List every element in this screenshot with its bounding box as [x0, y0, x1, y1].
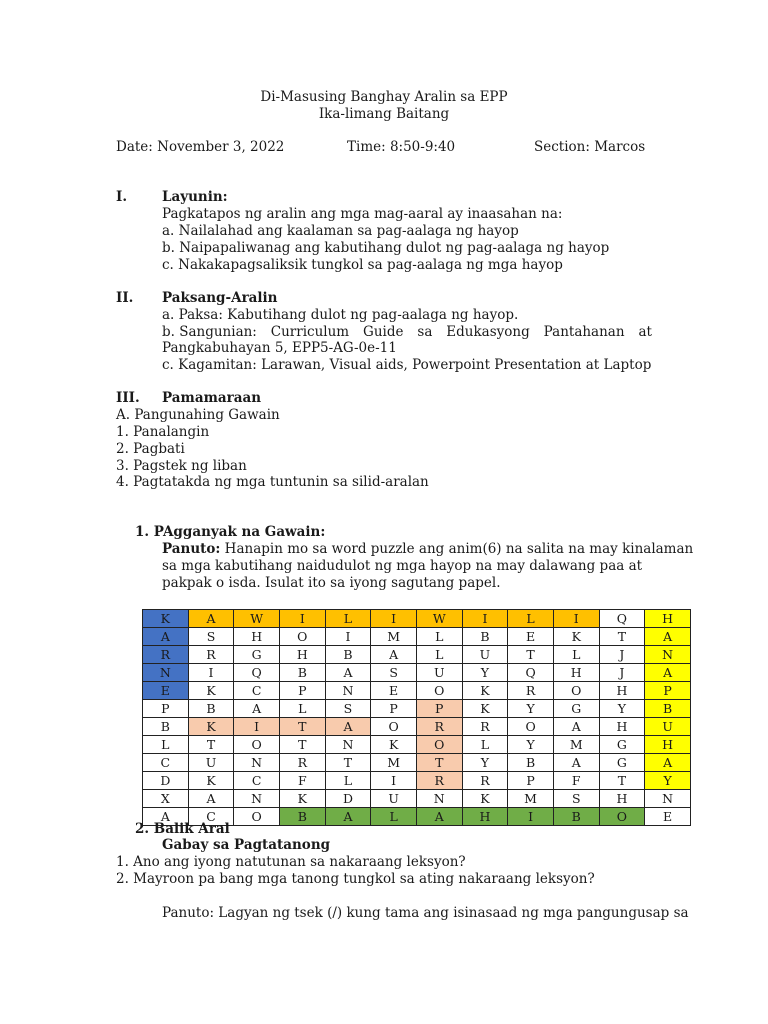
puzzle-row [143, 754, 691, 772]
puzzle-cell: N [325, 682, 371, 700]
puzzle-cell: M [553, 736, 599, 754]
puzzle-cell: B [325, 646, 371, 664]
puzzle-cell: O [599, 808, 645, 826]
section-number-pamamaraan: III. [116, 390, 140, 406]
sanggunian-word: Pantahanan [543, 324, 625, 340]
document-subtitle: Ika-limang Baitang [318, 106, 450, 122]
puzzle-row [143, 718, 691, 736]
puzzle-cell: T [599, 628, 645, 646]
layunin-intro: Pagkatapos ng aralin ang mga mag-aaral ay inaasahan na: [162, 206, 563, 222]
puzzle-cell: R [508, 682, 554, 700]
puzzle-cell: B [143, 718, 189, 736]
puzzle-cell: P [279, 682, 325, 700]
puzzle-cell: L [508, 610, 554, 628]
puzzle-row [143, 772, 691, 790]
puzzle-row [143, 628, 691, 646]
puzzle-cell: A [645, 754, 691, 772]
puzzle-cell: N [234, 754, 280, 772]
puzzle-cell: N [645, 790, 691, 808]
puzzle-cell: H [645, 610, 691, 628]
puzzle-cell: U [416, 664, 462, 682]
puzzle-cell: Y [508, 700, 554, 718]
puzzle-cell: A [234, 700, 280, 718]
section-field: Section: Marcos [534, 139, 646, 155]
puzzle-cell: I [553, 610, 599, 628]
puzzle-cell: B [462, 628, 508, 646]
puzzle-cell: K [462, 682, 508, 700]
puzzle-row [143, 610, 691, 628]
puzzle-cell: N [143, 664, 189, 682]
pangunahing-gawain-heading: A. Pangunahing Gawain [116, 407, 280, 423]
puzzle-cell: K [143, 610, 189, 628]
puzzle-cell: O [416, 682, 462, 700]
sanggunian-word: b. Sangunian: [162, 324, 257, 340]
puzzle-cell: S [188, 628, 234, 646]
puzzle-cell: P [508, 772, 554, 790]
layunin-item: a. Nailalahad ang kaalaman sa pag-aalaga ng hayop [162, 223, 519, 239]
puzzle-cell: K [279, 790, 325, 808]
puzzle-cell: Q [508, 664, 554, 682]
puzzle-cell: M [371, 628, 417, 646]
puzzle-row [143, 646, 691, 664]
layunin-item: c. Nakakapagsaliksik tungkol sa pag-aalaga ng mga hayop [162, 257, 563, 273]
puzzle-cell: H [234, 628, 280, 646]
puzzle-cell: G [599, 736, 645, 754]
puzzle-cell: K [188, 772, 234, 790]
sanggunian-word: at [638, 324, 652, 340]
guide-question: 2. Mayroon pa bang mga tanong tungkol sa ating nakaraang leksyon? [116, 871, 595, 887]
puzzle-cell: C [188, 808, 234, 826]
puzzle-cell: N [325, 736, 371, 754]
puzzle-cell: P [645, 682, 691, 700]
puzzle-cell: Y [599, 700, 645, 718]
puzzle-cell: F [279, 772, 325, 790]
puzzle-cell: R [462, 772, 508, 790]
puzzle-cell: K [188, 682, 234, 700]
puzzle-cell: I [371, 772, 417, 790]
puzzle-cell: F [553, 772, 599, 790]
procedure-step: 4. Pagtatakda ng mga tuntunin sa silid-aralan [116, 474, 429, 490]
puzzle-cell: D [325, 790, 371, 808]
procedure-step: 2. Pagbati [116, 441, 185, 457]
puzzle-cell: Q [599, 610, 645, 628]
puzzle-cell: T [188, 736, 234, 754]
puzzle-cell: H [279, 646, 325, 664]
puzzle-cell: K [462, 790, 508, 808]
puzzle-cell: L [143, 736, 189, 754]
puzzle-cell: G [599, 754, 645, 772]
puzzle-cell: Q [234, 664, 280, 682]
puzzle-cell: A [188, 790, 234, 808]
puzzle-cell: M [508, 790, 554, 808]
puzzle-cell: A [553, 718, 599, 736]
puzzle-cell: I [462, 610, 508, 628]
paksa-line: a. Paksa: Kabutihang dulot ng pag-aalaga ng hayop. [162, 307, 519, 323]
puzzle-cell: P [143, 700, 189, 718]
puzzle-cell: C [234, 682, 280, 700]
puzzle-cell: H [599, 682, 645, 700]
puzzle-cell: L [416, 646, 462, 664]
puzzle-cell: N [234, 790, 280, 808]
document-title: Di-Masusing Banghay Aralin sa EPP [260, 89, 508, 105]
section-heading-paksang-aralin: Paksang-Aralin [162, 290, 278, 306]
puzzle-cell: M [371, 754, 417, 772]
word-puzzle-grid [142, 609, 691, 826]
section-number-layunin: I. [116, 189, 128, 205]
puzzle-cell: A [325, 664, 371, 682]
puzzle-cell: L [371, 808, 417, 826]
puzzle-cell: A [325, 718, 371, 736]
puzzle-cell: E [143, 682, 189, 700]
puzzle-cell: T [599, 772, 645, 790]
puzzle-cell: B [508, 754, 554, 772]
puzzle-cell: R [279, 754, 325, 772]
puzzle-cell: I [325, 628, 371, 646]
puzzle-cell: D [143, 772, 189, 790]
kagamitan-line: c. Kagamitan: Larawan, Visual aids, Powerpoint Presentation at Laptop [162, 357, 652, 373]
puzzle-cell: E [371, 682, 417, 700]
procedure-step: 1. Panalangin [116, 424, 210, 440]
puzzle-cell: A [143, 628, 189, 646]
puzzle-cell: O [553, 682, 599, 700]
layunin-item: b. Naipapaliwanag ang kabutihang dulot ng pag-aalaga ng hayop [162, 240, 610, 256]
puzzle-cell: Y [508, 736, 554, 754]
puzzle-cell: O [279, 628, 325, 646]
puzzle-cell: X [143, 790, 189, 808]
puzzle-cell: N [416, 790, 462, 808]
puzzle-cell: O [234, 808, 280, 826]
puzzle-cell: I [234, 718, 280, 736]
puzzle-cell: S [553, 790, 599, 808]
section-number-paksang-aralin: II. [116, 290, 134, 306]
puzzle-cell: B [553, 808, 599, 826]
puzzle-cell: L [462, 736, 508, 754]
pagganyak-instruction-line [162, 541, 693, 558]
pagganyak-instruction-line: pakpak o isda. Isulat ito sa iyong sagutang papel. [162, 575, 501, 591]
puzzle-cell: W [234, 610, 280, 628]
puzzle-cell: Y [462, 754, 508, 772]
puzzle-cell: H [553, 664, 599, 682]
puzzle-row [143, 700, 691, 718]
puzzle-cell: I [508, 808, 554, 826]
puzzle-cell: S [325, 700, 371, 718]
puzzle-cell: U [462, 646, 508, 664]
puzzle-cell: T [325, 754, 371, 772]
puzzle-cell: T [279, 718, 325, 736]
sanggunian-continuation: Pangkabuhayan 5, EPP5-AG-0e-11 [162, 340, 397, 356]
puzzle-cell: H [462, 808, 508, 826]
puzzle-cell: H [645, 736, 691, 754]
puzzle-cell: P [416, 700, 462, 718]
puzzle-cell: O [416, 736, 462, 754]
puzzle-cell: A [645, 628, 691, 646]
puzzle-cell: K [371, 736, 417, 754]
puzzle-cell: R [462, 718, 508, 736]
date-field: Date: November 3, 2022 [116, 139, 285, 155]
puzzle-cell: E [508, 628, 554, 646]
puzzle-cell: R [416, 718, 462, 736]
puzzle-cell: T [416, 754, 462, 772]
puzzle-cell: C [143, 754, 189, 772]
puzzle-cell: I [188, 664, 234, 682]
sanggunian-word: sa [417, 324, 433, 340]
puzzle-cell: S [371, 664, 417, 682]
puzzle-row [143, 682, 691, 700]
puzzle-cell: U [645, 718, 691, 736]
puzzle-cell: W [416, 610, 462, 628]
puzzle-cell: R [416, 772, 462, 790]
puzzle-cell: I [279, 610, 325, 628]
puzzle-cell: A [143, 808, 189, 826]
puzzle-cell: G [234, 646, 280, 664]
puzzle-cell: B [645, 700, 691, 718]
puzzle-cell: A [188, 610, 234, 628]
sanggunian-line [162, 324, 652, 341]
puzzle-cell: A [416, 808, 462, 826]
puzzle-cell: K [462, 700, 508, 718]
puzzle-cell: J [599, 664, 645, 682]
puzzle-row [143, 664, 691, 682]
puzzle-cell: K [553, 628, 599, 646]
puzzle-cell: U [371, 790, 417, 808]
puzzle-cell: Y [462, 664, 508, 682]
sanggunian-word: Guide [363, 324, 404, 340]
balik-aral-heading: 2. Balik Aral [135, 821, 230, 837]
puzzle-row [143, 736, 691, 754]
pagganyak-heading: 1. PAgganyak na Gawain: [135, 524, 326, 540]
puzzle-cell: H [599, 790, 645, 808]
puzzle-cell: O [508, 718, 554, 736]
puzzle-row [143, 790, 691, 808]
puzzle-cell: O [234, 736, 280, 754]
puzzle-cell: H [599, 718, 645, 736]
puzzle-cell: G [553, 700, 599, 718]
panuto-label: Panuto: [162, 541, 221, 557]
guide-question: 1. Ano ang iyong natutunan sa nakaraang leksyon? [116, 854, 466, 870]
puzzle-cell: T [279, 736, 325, 754]
section-heading-layunin: Layunin: [162, 189, 228, 205]
puzzle-cell: L [325, 772, 371, 790]
puzzle-cell: I [371, 610, 417, 628]
puzzle-cell: E [645, 808, 691, 826]
pagganyak-instruction-line: sa mga kabutihang naidudulot ng mga hayop na may dalawang paa at [162, 558, 643, 574]
puzzle-cell: L [279, 700, 325, 718]
puzzle-cell: C [234, 772, 280, 790]
puzzle-cell: A [325, 808, 371, 826]
puzzle-cell: A [645, 664, 691, 682]
puzzle-cell: B [279, 664, 325, 682]
time-field: Time: 8:50-9:40 [347, 139, 456, 155]
procedure-step: 3. Pagstek ng liban [116, 458, 247, 474]
puzzle-cell: B [188, 700, 234, 718]
puzzle-cell: L [325, 610, 371, 628]
puzzle-cell: J [599, 646, 645, 664]
puzzle-cell: O [371, 718, 417, 736]
gabay-heading: Gabay sa Pagtatanong [162, 837, 331, 853]
puzzle-cell: Y [645, 772, 691, 790]
puzzle-cell: R [188, 646, 234, 664]
balik-aral-panuto: Panuto: Lagyan ng tsek (/) kung tama ang isinasaad ng mga pangungusap sa [162, 905, 689, 921]
puzzle-cell: R [143, 646, 189, 664]
puzzle-cell: P [371, 700, 417, 718]
puzzle-cell: L [553, 646, 599, 664]
panuto-text: Hanapin mo sa word puzzle ang anim(6) na salita na may kinalaman [220, 541, 694, 557]
sanggunian-word: Curriculum [270, 324, 350, 340]
puzzle-cell: T [508, 646, 554, 664]
puzzle-cell: K [188, 718, 234, 736]
sanggunian-word: Edukasyong [446, 324, 530, 340]
section-heading-pamamaraan: Pamamaraan [162, 390, 262, 406]
puzzle-cell: A [553, 754, 599, 772]
puzzle-cell: U [188, 754, 234, 772]
puzzle-cell: N [645, 646, 691, 664]
puzzle-cell: B [279, 808, 325, 826]
puzzle-cell: A [371, 646, 417, 664]
puzzle-cell: L [416, 628, 462, 646]
